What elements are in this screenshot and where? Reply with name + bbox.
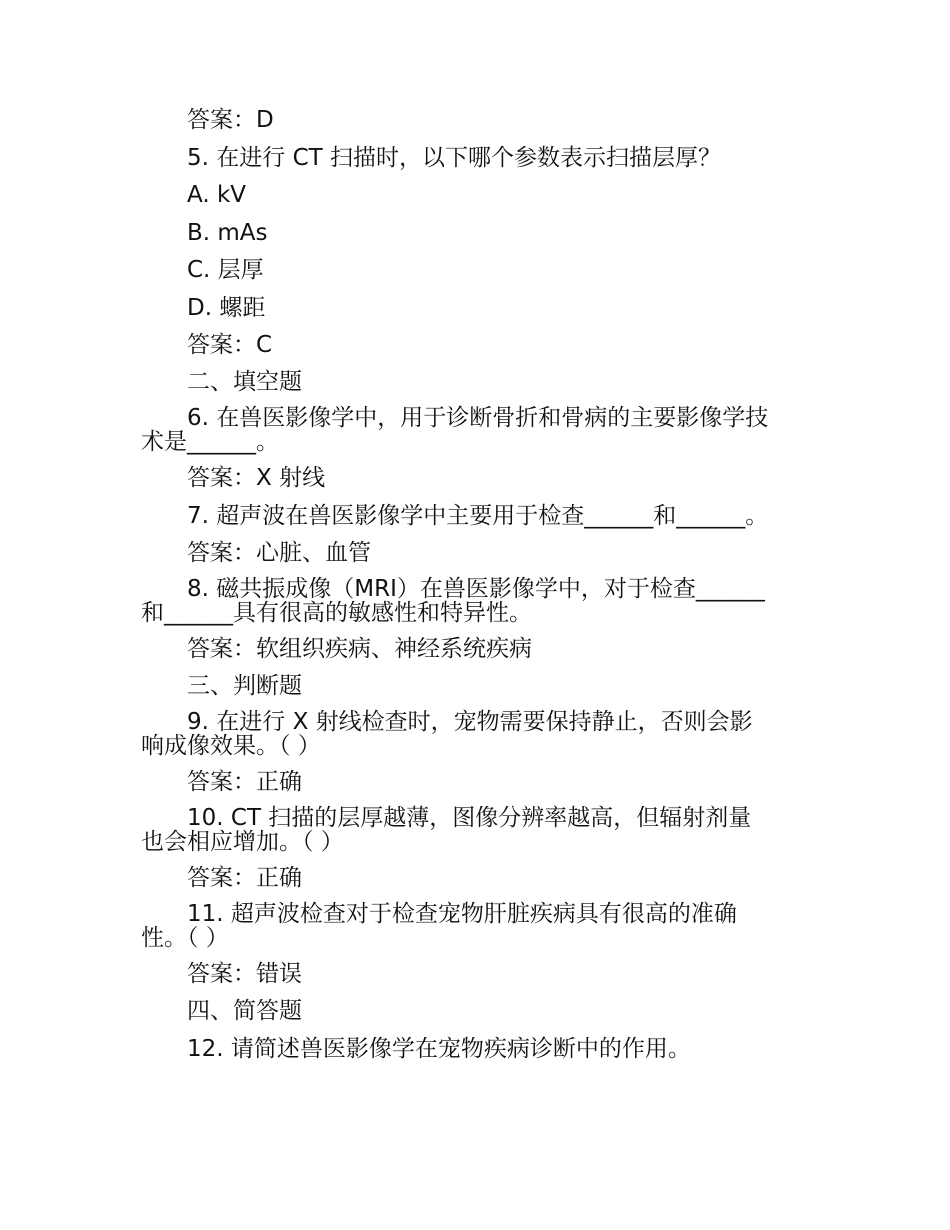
option-line: D. 螺距 — [187, 295, 266, 321]
question-continuation: 也会相应增加。（ ） — [141, 829, 344, 855]
section-heading: 二、填空题 — [187, 369, 302, 395]
answer-line: 答案：X 射线 — [187, 465, 326, 491]
question-line: 8. 磁共振成像（MRI）在兽医影像学中，对于检查______ — [187, 576, 765, 602]
question-item — [141, 577, 765, 625]
answer-line: 答案：错误 — [187, 961, 302, 987]
question-item — [141, 902, 737, 950]
answer-line: 答案：软组织疾病、神经系统疾病 — [187, 636, 532, 662]
answer-line: 答案：C — [187, 332, 273, 358]
section-heading: 四、简答题 — [187, 998, 302, 1024]
question-continuation: 性。（ ） — [141, 925, 229, 951]
question-line: 9. 在进行 X 射线检查时，宠物需要保持静止，否则会影 — [187, 709, 753, 735]
answer-line: 答案：心脏、血管 — [187, 540, 371, 566]
question-continuation: 术是______。 — [141, 429, 279, 455]
answer-line: 答案：正确 — [187, 865, 302, 891]
question-item — [141, 710, 753, 758]
question-line: 5. 在进行 CT 扫描时，以下哪个参数表示扫描层厚？ — [187, 145, 721, 171]
answer-line: 答案：正确 — [187, 769, 302, 795]
option-line: C. 层厚 — [187, 257, 264, 283]
question-line: 6. 在兽医影像学中，用于诊断骨折和骨病的主要影像学技 — [187, 405, 769, 431]
question-continuation: 和______具有很高的敏感性和特异性。 — [141, 600, 532, 626]
question-continuation: 响成像效果。（ ） — [141, 733, 321, 759]
option-line: B. mAs — [187, 220, 268, 246]
question-line: 11. 超声波检查对于检查宠物肝脏疾病具有很高的准确 — [187, 901, 737, 927]
question-line: 10. CT 扫描的层厚越薄，图像分辨率越高，但辐射剂量 — [187, 805, 752, 831]
question-item — [141, 806, 751, 854]
section-heading: 三、判断题 — [187, 673, 302, 699]
question-item — [141, 406, 768, 454]
question-line: 12. 请简述兽医影像学在宠物疾病诊断中的作用。 — [187, 1036, 691, 1062]
option-line: A. kV — [187, 182, 247, 208]
answer-line: 答案：D — [187, 107, 274, 133]
question-line: 7. 超声波在兽医影像学中主要用于检查______和______。 — [187, 503, 769, 529]
